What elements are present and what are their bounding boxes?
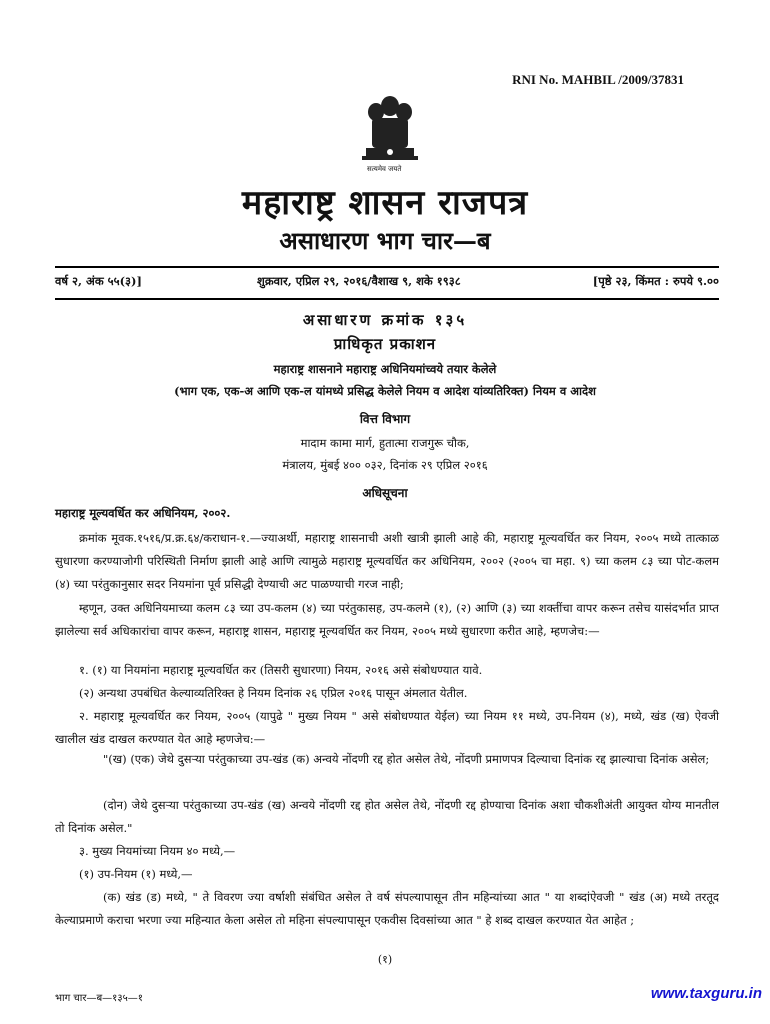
watermark-link[interactable]: www.taxguru.in	[650, 985, 762, 1002]
extraordinary-number: असाधारण क्रमांक १३५	[302, 311, 468, 329]
notification-heading: अधिसूचना	[362, 486, 408, 500]
authorised-publication: प्राधिकृत प्रकाशन	[333, 335, 437, 353]
top-rule	[55, 266, 719, 268]
paragraph-powers: म्हणून, उक्त अधिनियमाच्या कलम ८३ च्या उप-कलम (४) च्या परंतुकासह, उप-कलमे (१), (२) आणि (३) च्या शक्तींचा वापर करून तसेच यासंदर्भात प्राप्त झालेल्या सर्व अधिकारांचा वापर करून, महाराष्ट्र शासन, महाराष्ट्र मूल्यवर्धित कर नियम, २००५ मध्ये सुधारणा करीत आहे, म्हणजेच:—	[55, 601, 719, 638]
emblem-motto: सत्यमेव जयते	[367, 165, 402, 173]
gazette-title: महाराष्ट्र शासन राजपत्र	[241, 183, 529, 223]
address-line-2: मंत्रालय, मुंबई ४०० ०३२, दिनांक २९ एप्रिल २०१६	[282, 458, 488, 472]
gazette-subtitle: असाधारण भाग चार—ब	[279, 226, 491, 255]
paragraph-preamble: क्रमांक मूवक.१५१६/प्र.क्र.६४/कराधान-१.—ज्याअर्थी, महाराष्ट्र शासनाची अशी खात्री झाली आहे की, महाराष्ट्र मूल्यवर्धित कर नियम, २००५ मध्ये तात्काळ सुधारणा करण्याजोगी परिस्थिती निर्माण झाली आहे आणि त्यामुळे महाराष्ट्र मूल्यवर्धित कर अधिनियम, २००२ (२००५ चा महा. ९) च्या कलम ८३ च्या पोट-कलम (४) च्या परंतुकानुसार सदर नियमांना पूर्व प्रसिद्धी देण्याची अट पाळण्याची गरज नाही;	[55, 531, 719, 591]
rni-number: RNI No. MAHBIL /2009/37831	[512, 72, 684, 87]
national-emblem-icon	[358, 92, 422, 172]
department: वित्त विभाग	[359, 412, 411, 426]
rule-1-1: १. (१) या नियमांना महाराष्ट्र मूल्यवर्धित कर (तिसरी सुधारणा) नियम, २०१६ असे संबोधण्यात यावे.	[79, 663, 483, 677]
made-by-line: महाराष्ट्र शासनाने महाराष्ट्र अधिनियमांच्वये तयार केलेले	[273, 362, 497, 376]
clause-ka: (क) खंड (ड) मध्ये, " ते विवरण ज्या वर्षाशी संबंधित असेल ते वर्ष संपल्यापासून तीन महिन्यांच्या आत " या शब्दांऐवजी " खंड (अ) मध्ये तरतूद केल्याप्रमाणे कराचा भरणा ज्या महिन्यात केला असेल तो महिना संपल्यापासून एकवीस दिवसांच्या आत " हे शब्द दाखल करण्यात येत आहेत ;	[55, 890, 719, 927]
footer-reference: भाग चार—ब—१३५—१	[55, 993, 143, 1004]
parts-line: (भाग एक, एक-अ आणि एक-ल यांमध्ये प्रसिद्ध केलेले नियम व आदेश यांव्यतिरिक्त) नियम व आदेश	[174, 384, 596, 398]
clause-kha-2: (दोन) जेथे दुसऱ्या परंतुकाच्या उप-खंड (ख) अन्वये नोंदणी रद्द होत असेल तेथे, नोंदणी रद्द होण्याचा दिनांक अशा चौकशीअंती आयुक्त योग्य मानतील तो दिनांक असेल."	[55, 798, 719, 835]
clause-kha-1: "(ख) (एक) जेथे दुसऱ्या परंतुकाच्या उप-खंड (क) अन्वये नोंदणी रद्द होत असेल तेथे, नोंदणी प्रमाणपत्र दिल्याचा दिनांक रद्द झाल्याचा दिनांक असेल;	[103, 752, 710, 766]
issue-date: शुक्रवार, एप्रिल २९, २०१६/वैशाख ९, शके १९३८	[257, 274, 461, 288]
address-line-1: मादाम कामा मार्ग, हुतात्मा राजगुरू चौक,	[300, 436, 470, 450]
pages-price: [पृष्ठे २३, किंमत : रुपये ९.००	[592, 274, 719, 288]
rule-3: ३. मुख्य नियमांच्या नियम ४० मध्ये,—	[79, 844, 236, 858]
volume-issue: वर्ष २, अंक ५५(३)]	[55, 274, 142, 288]
bottom-rule	[55, 298, 719, 300]
sub-rule-1: (१) उप-नियम (१) मध्ये,—	[79, 867, 193, 881]
rule-1-2: (२) अन्यथा उपबंधित केल्याव्यतिरिक्त हे नियम दिनांक २६ एप्रिल २०१६ पासून अंमलात येतील.	[79, 686, 468, 700]
act-heading: महाराष्ट्र मूल्यवर्धित कर अधिनियम, २००२.	[55, 506, 231, 520]
page-number: (१)	[377, 953, 393, 966]
rule-2: २. महाराष्ट्र मूल्यवर्धित कर नियम, २००५ (यापुढे " मुख्य नियम " असे संबोधण्यात येईल) च्या नियम ११ मध्ये, उप-नियम (४), मध्ये, खंड (ख) ऐवजी खालील खंड दाखल करण्यात येत आहे म्हणजेच:—	[55, 709, 719, 746]
